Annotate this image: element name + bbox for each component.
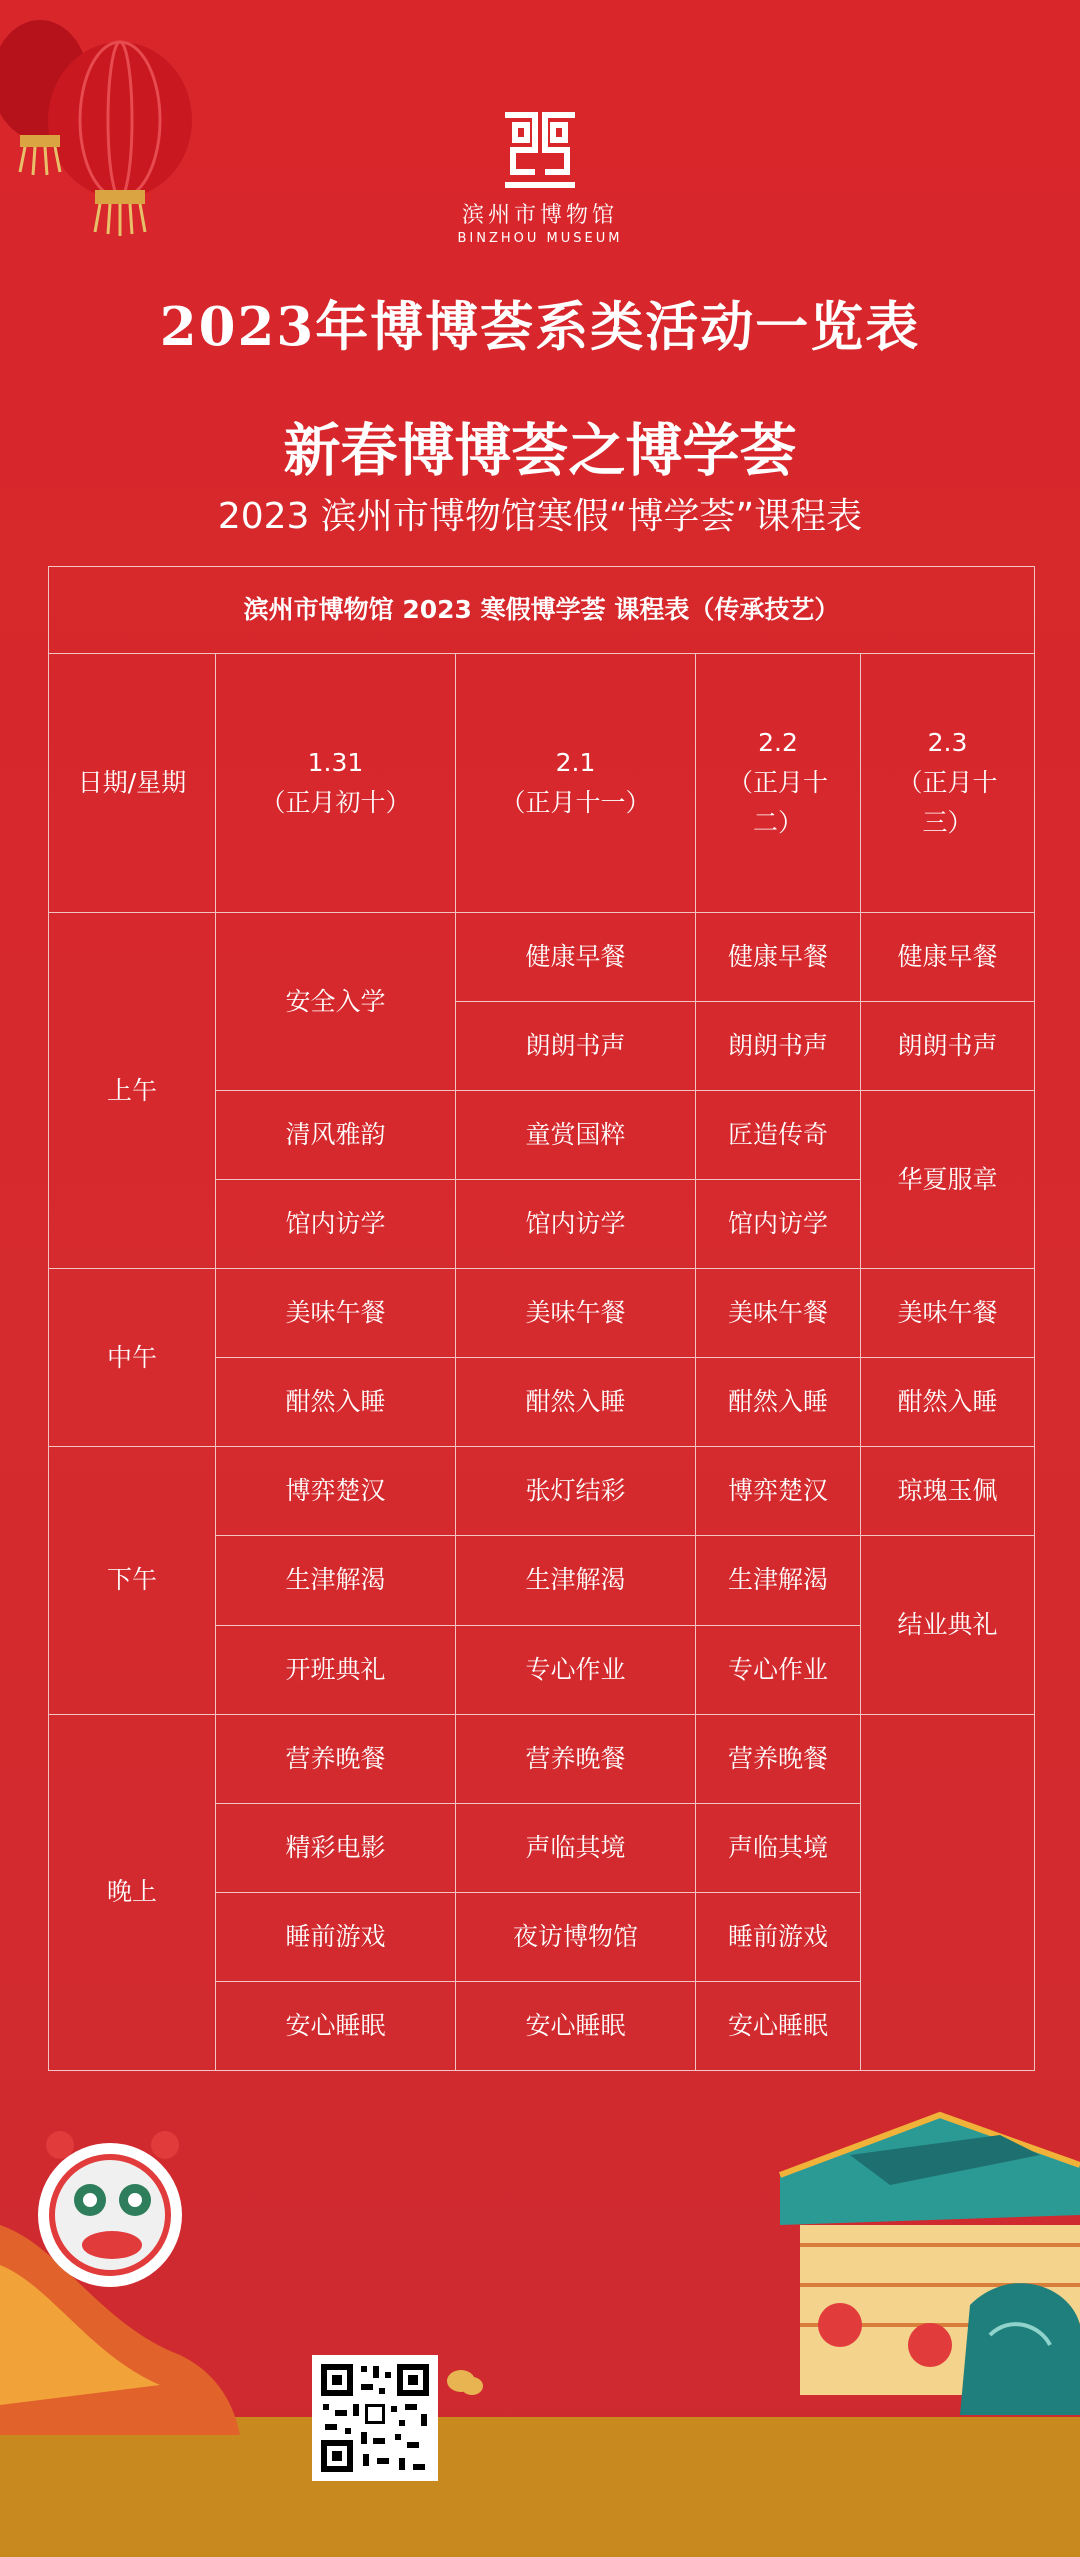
table-cell: 美味午餐 [456, 1269, 696, 1358]
period-afternoon: 下午 [49, 1447, 216, 1714]
table-cell: 声临其境 [456, 1803, 696, 1892]
table-cell: 华夏服章 [861, 1091, 1035, 1269]
period-morning: 上午 [49, 913, 216, 1269]
table-cell: 童赏国粹 [456, 1091, 696, 1180]
table-cell: 营养晚餐 [696, 1714, 861, 1803]
date-label: 2.2 [758, 728, 798, 757]
header-date-23 [861, 654, 1035, 913]
table-cell: 安心睡眠 [216, 1981, 456, 2070]
table-cell: 馆内访学 [456, 1180, 696, 1269]
table-cell: 健康早餐 [861, 913, 1035, 1002]
table-cell: 酣然入睡 [456, 1358, 696, 1447]
date-label: 2.3 [927, 728, 968, 757]
subtitle: 新春博博荟之博学荟 [283, 417, 797, 484]
table-cell: 精彩电影 [216, 1803, 456, 1892]
date-label: 1.31 [307, 748, 364, 777]
header-date-131 [216, 654, 456, 913]
table-cell: 结业典礼 [861, 1536, 1035, 1714]
logo-name-cn: 滨州市博物馆 [461, 203, 618, 228]
table-cell: 专心作业 [696, 1625, 861, 1714]
table-cell: 酣然入睡 [696, 1358, 861, 1447]
main-title: 2023年博博荟系类活动一览表 [159, 296, 921, 358]
table-cell: 夜访博物馆 [456, 1892, 696, 1981]
table-cell: 馆内访学 [696, 1180, 861, 1269]
date-label: 2.1 [555, 748, 596, 777]
museum-logo [0, 110, 1080, 246]
lunar-label: （正月十 [897, 768, 998, 797]
lunar-label-cont: 三） [922, 808, 973, 837]
table-cell: 美味午餐 [216, 1269, 456, 1358]
pavilion-decoration [740, 2095, 1080, 2435]
table-cell: 酣然入睡 [216, 1358, 456, 1447]
table-cell: 安心睡眠 [696, 1981, 861, 2070]
header-date-weekday: 日期/星期 [49, 654, 216, 913]
table-cell: 美味午餐 [861, 1269, 1035, 1358]
course-title: 2023 滨州市博物馆寒假“博学荟”课程表 [217, 496, 863, 537]
table-cell: 睡前游戏 [216, 1892, 456, 1981]
table-cell: 张灯结彩 [456, 1447, 696, 1536]
table-cell: 睡前游戏 [696, 1892, 861, 1981]
table-cell: 营养晚餐 [456, 1714, 696, 1803]
table-cell: 安全入学 [216, 913, 456, 1091]
header-date-22 [696, 654, 861, 913]
table-cell: 博弈楚汉 [216, 1447, 456, 1536]
logo-name-en: BINZHOU MUSEUM [457, 231, 623, 246]
header-date-21 [456, 654, 696, 913]
table-cell: 健康早餐 [696, 913, 861, 1002]
lion-dance-decoration [0, 2105, 240, 2445]
lunar-label-cont: 二） [752, 808, 803, 837]
table-caption: 滨州市博物馆 2023 寒假博学荟 课程表（传承技艺） [49, 567, 1035, 654]
table-cell: 酣然入睡 [861, 1358, 1035, 1447]
period-evening: 晚上 [49, 1714, 216, 2070]
table-cell: 健康早餐 [456, 913, 696, 1002]
table-cell: 开班典礼 [216, 1625, 456, 1714]
table-cell: 美味午餐 [696, 1269, 861, 1358]
table-cell: 生津解渴 [456, 1536, 696, 1625]
table-cell: 安心睡眠 [456, 1981, 696, 2070]
table-cell: 清风雅韵 [216, 1091, 456, 1180]
table-cell: 朗朗书声 [861, 1002, 1035, 1091]
lunar-label: （正月初十） [260, 788, 411, 817]
museum-emblem-icon [495, 110, 585, 190]
table-cell: 馆内访学 [216, 1180, 456, 1269]
table-cell: 营养晚餐 [216, 1714, 456, 1803]
lunar-label: （正月十 [727, 768, 828, 797]
chat-bubble-icon [445, 2368, 485, 2398]
table-cell: 朗朗书声 [696, 1002, 861, 1091]
schedule-table [48, 566, 1035, 2071]
table-cell: 生津解渴 [216, 1536, 456, 1625]
table-cell-empty [861, 1714, 1035, 2070]
table-cell: 声临其境 [696, 1803, 861, 1892]
table-cell: 专心作业 [456, 1625, 696, 1714]
table-cell: 博弈楚汉 [696, 1447, 861, 1536]
period-noon: 中午 [49, 1269, 216, 1447]
qr-code [312, 2355, 438, 2481]
table-cell: 生津解渴 [696, 1536, 861, 1625]
table-cell: 朗朗书声 [456, 1002, 696, 1091]
table-cell: 琼瑰玉佩 [861, 1447, 1035, 1536]
lunar-label: （正月十一） [500, 788, 651, 817]
table-cell: 匠造传奇 [696, 1091, 861, 1180]
